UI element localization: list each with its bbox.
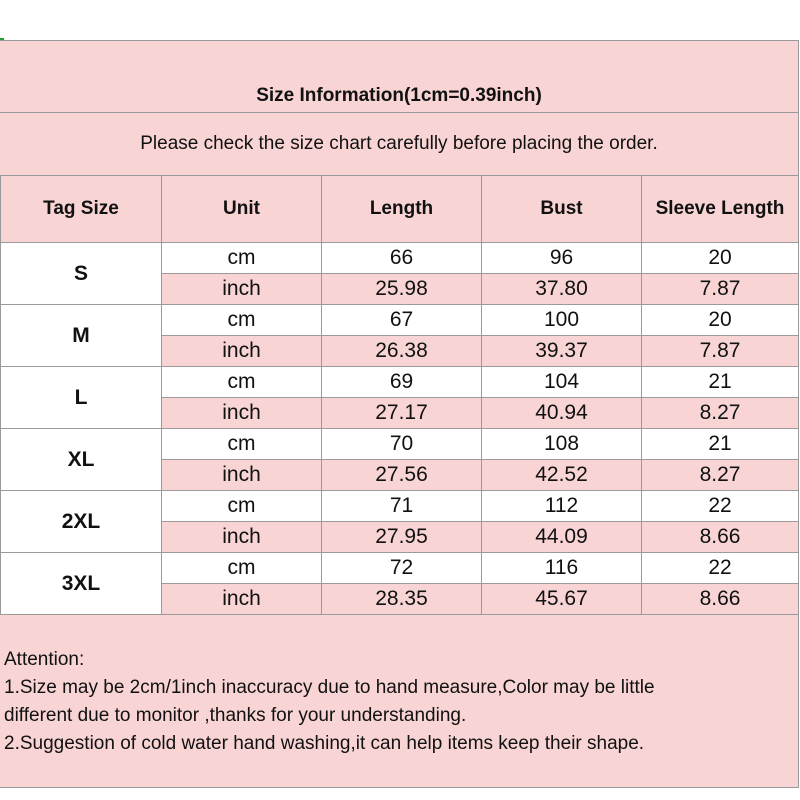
header-bust: Bust xyxy=(482,176,642,243)
length-cell: 69 xyxy=(322,367,482,398)
length-cell: 27.95 xyxy=(322,522,482,553)
header-length: Length xyxy=(322,176,482,243)
bust-cell: 44.09 xyxy=(482,522,642,553)
sleeve-cell: 20 xyxy=(642,305,799,336)
length-cell: 67 xyxy=(322,305,482,336)
sleeve-cell: 8.66 xyxy=(642,584,799,615)
length-cell: 66 xyxy=(322,243,482,274)
unit-cell: inch xyxy=(162,460,322,491)
sleeve-cell: 22 xyxy=(642,553,799,584)
unit-cell: cm xyxy=(162,243,322,274)
size-label: S xyxy=(1,243,162,305)
unit-cell: cm xyxy=(162,305,322,336)
sleeve-cell: 7.87 xyxy=(642,336,799,367)
attention-line: different due to monitor ,thanks for your understanding. xyxy=(4,705,467,726)
length-cell: 72 xyxy=(322,553,482,584)
header-unit: Unit xyxy=(162,176,322,243)
length-cell: 26.38 xyxy=(322,336,482,367)
order-notice: Please check the size chart carefully before placing the order. xyxy=(0,113,798,176)
table-row xyxy=(1,305,799,336)
table-row xyxy=(1,243,799,274)
bust-cell: 100 xyxy=(482,305,642,336)
header-sleeve-length: Sleeve Length xyxy=(642,176,799,243)
size-label: 2XL xyxy=(1,491,162,553)
sleeve-cell: 8.27 xyxy=(642,460,799,491)
sleeve-cell: 20 xyxy=(642,243,799,274)
bust-cell: 104 xyxy=(482,367,642,398)
unit-cell: cm xyxy=(162,367,322,398)
bust-cell: 45.67 xyxy=(482,584,642,615)
bust-cell: 108 xyxy=(482,429,642,460)
table-row xyxy=(1,491,799,522)
size-label: M xyxy=(1,305,162,367)
bust-cell: 39.37 xyxy=(482,336,642,367)
bust-cell: 40.94 xyxy=(482,398,642,429)
size-chart-sheet xyxy=(0,40,799,788)
bust-cell: 112 xyxy=(482,491,642,522)
length-cell: 28.35 xyxy=(322,584,482,615)
table-row xyxy=(1,553,799,584)
unit-cell: inch xyxy=(162,398,322,429)
table-row xyxy=(1,367,799,398)
bust-cell: 116 xyxy=(482,553,642,584)
unit-cell: inch xyxy=(162,336,322,367)
unit-cell: inch xyxy=(162,522,322,553)
unit-cell: cm xyxy=(162,553,322,584)
size-label: 3XL xyxy=(1,553,162,615)
sleeve-cell: 7.87 xyxy=(642,274,799,305)
attention-heading: Attention: xyxy=(4,649,85,670)
sleeve-cell: 21 xyxy=(642,367,799,398)
unit-cell: inch xyxy=(162,274,322,305)
sleeve-cell: 8.66 xyxy=(642,522,799,553)
size-table xyxy=(0,175,799,615)
attention-line: 2.Suggestion of cold water hand washing,it can help items keep their shape. xyxy=(4,733,645,754)
bust-cell: 96 xyxy=(482,243,642,274)
sleeve-cell: 8.27 xyxy=(642,398,799,429)
length-cell: 70 xyxy=(322,429,482,460)
unit-cell: inch xyxy=(162,584,322,615)
unit-cell: cm xyxy=(162,429,322,460)
unit-cell: cm xyxy=(162,491,322,522)
table-row xyxy=(1,429,799,460)
attention-notes xyxy=(0,624,798,787)
attention-line: 1.Size may be 2cm/1inch inaccuracy due to hand measure,Color may be little xyxy=(4,677,655,698)
header-row xyxy=(1,176,799,243)
size-label: XL xyxy=(1,429,162,491)
sleeve-cell: 21 xyxy=(642,429,799,460)
length-cell: 27.56 xyxy=(322,460,482,491)
bust-cell: 42.52 xyxy=(482,460,642,491)
sleeve-cell: 22 xyxy=(642,491,799,522)
chart-title: Size Information(1cm=0.39inch) xyxy=(0,41,798,113)
length-cell: 71 xyxy=(322,491,482,522)
length-cell: 25.98 xyxy=(322,274,482,305)
bust-cell: 37.80 xyxy=(482,274,642,305)
length-cell: 27.17 xyxy=(322,398,482,429)
size-label: L xyxy=(1,367,162,429)
header-tag-size: Tag Size xyxy=(1,176,162,243)
